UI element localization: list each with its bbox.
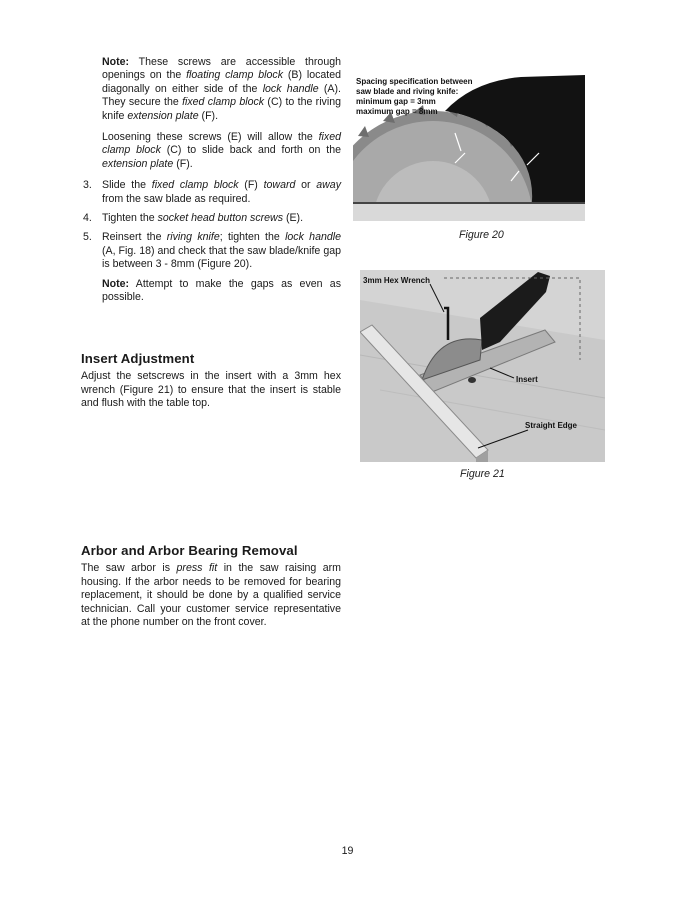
step-number: 5. xyxy=(83,231,92,244)
instructions-column xyxy=(81,56,341,313)
label-hex-wrench: 3mm Hex Wrench xyxy=(363,276,430,285)
page-number: 19 xyxy=(341,845,354,857)
figure-21-photo xyxy=(360,270,605,462)
step-4: 4. Tighten the socket head button screws (E). xyxy=(83,212,304,225)
note-paragraph: Note: These screws are accessible through openings on the floating clamp block (B) located diagonally on either side of the lock handle (A). They secure the fixed clamp block (C) to the riving knife extension plate (F). xyxy=(102,56,342,122)
section-body: The saw arbor is press fit in the saw raising arm housing. If the arbor needs to be removed for bearing replacement, it should be done by a qualified service technician. Call your customer service representative at the phone number on the front cover. xyxy=(81,562,342,629)
section-body: Adjust the setscrews in the insert with a 3mm hex wrench (Figure 21) to ensure that the insert is stable and flush with the table top. xyxy=(81,370,341,410)
insert-adjustment-section xyxy=(81,352,341,419)
step-number: 3. xyxy=(83,179,92,192)
arbor-section xyxy=(81,544,341,637)
note-label: Note: xyxy=(102,277,130,290)
saw-blade-riving-knife-illustration xyxy=(353,71,585,221)
note-label: Note: xyxy=(102,56,130,68)
figure-20-caption: Figure 20 xyxy=(459,229,504,241)
loosen-paragraph: Loosening these screws (E) will allow the fixed clamp block (C) to slide back and forth on the extension plate (F). xyxy=(102,131,341,170)
insert-adjustment-illustration xyxy=(360,270,605,462)
note-2-paragraph: Note: Attempt to make the gaps as even as possible. xyxy=(102,277,341,304)
callout-line: saw blade and riving knife: xyxy=(356,87,459,96)
label-insert: Insert xyxy=(516,375,538,384)
label-straight-edge: Straight Edge xyxy=(525,421,578,430)
callout-line: minimum gap = 3mm xyxy=(356,97,436,106)
step-5: 5. Reinsert the riving knife; tighten the lock handle (A, Fig. 18) and check that the saw blade/knife gap is between 3 - 8mm (Figure 20). xyxy=(83,231,341,271)
step-number: 4. xyxy=(83,212,92,225)
callout-line: Spacing specification between xyxy=(356,77,473,86)
section-heading: Arbor and Arbor Bearing Removal xyxy=(81,543,298,558)
callout-line: maximum gap = 8mm xyxy=(356,107,438,116)
figure-20-photo xyxy=(353,71,585,221)
section-heading: Insert Adjustment xyxy=(81,351,195,366)
step-3: 3. Slide the fixed clamp block (F) toward or away from the saw blade as required. xyxy=(83,179,341,205)
figure-21-caption: Figure 21 xyxy=(460,468,505,480)
